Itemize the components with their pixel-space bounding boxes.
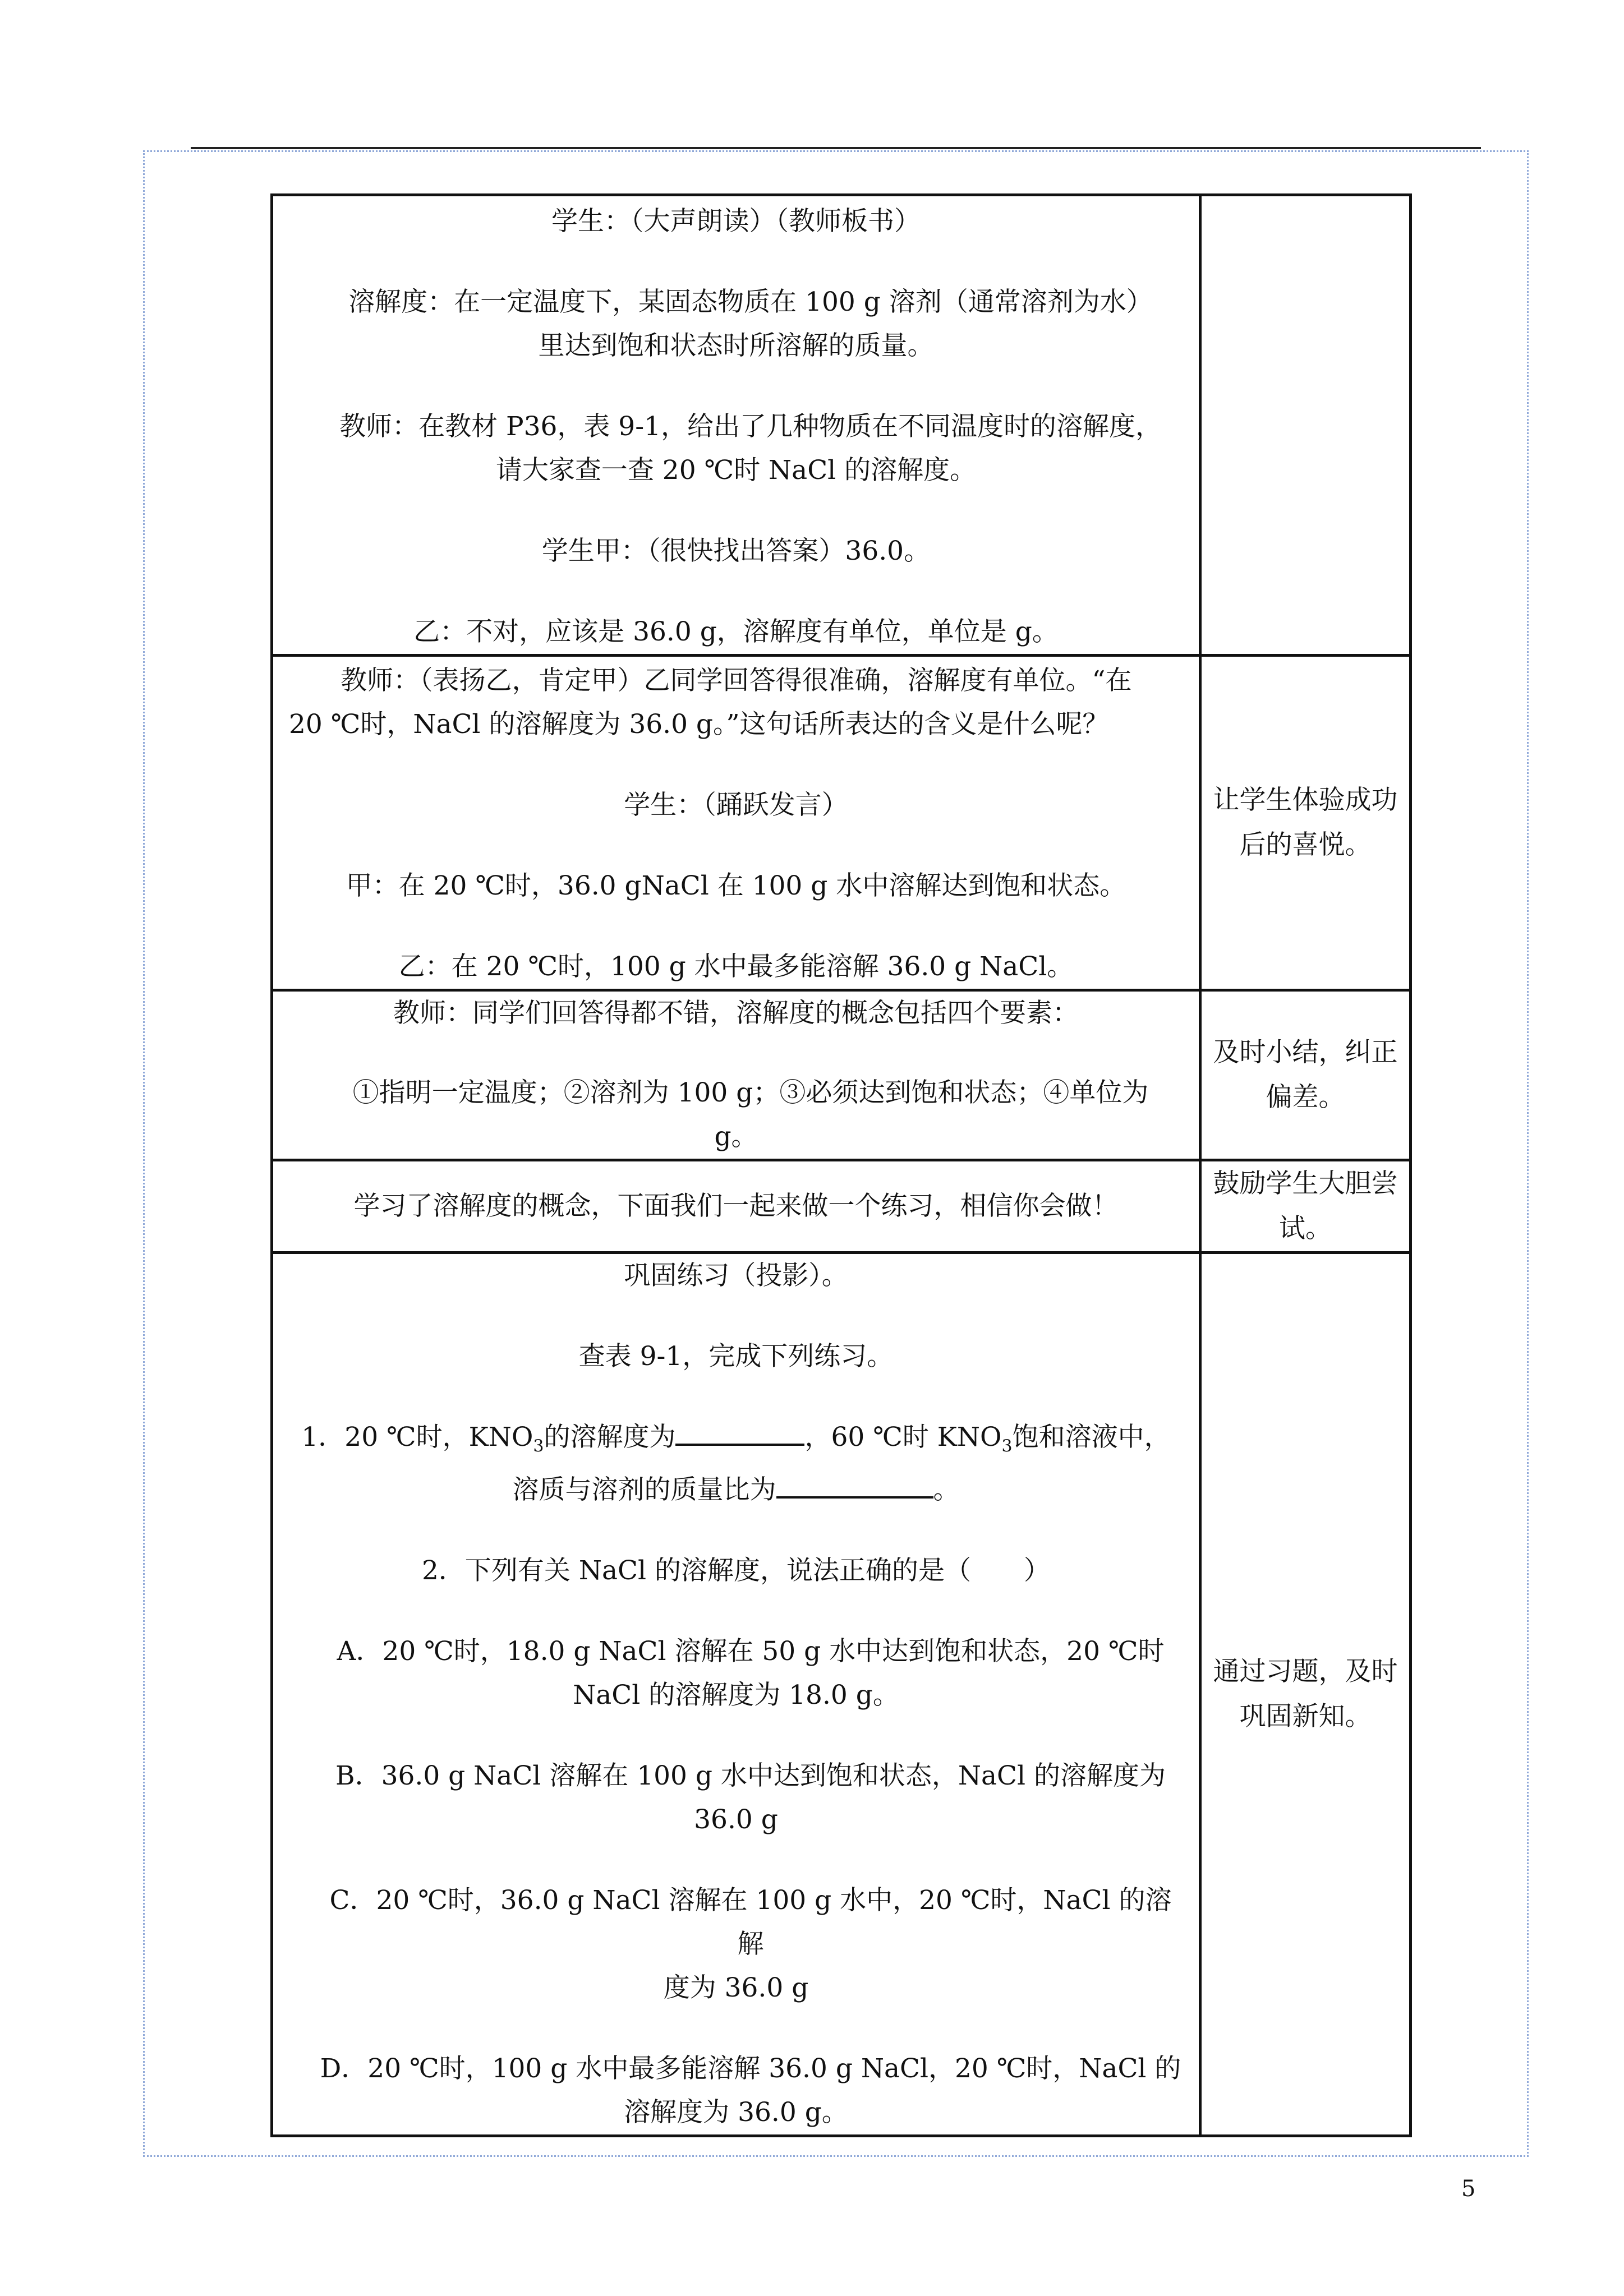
text-line: D．20 ℃时，100 g 水中最多能溶解 36.0 g NaCl，20 ℃时，NaCl 的 [320, 2053, 1181, 2085]
content-cell [272, 1253, 1200, 2136]
text-line: 里达到饱和状态时所溶解的质量。 [538, 330, 934, 361]
text-line: ①指明一定温度；②溶剂为 100 g；③必须达到饱和状态；④单位为 [352, 1077, 1149, 1108]
note-line: 及时小结，纠正 [1213, 1037, 1398, 1068]
note-line: 试。 [1279, 1213, 1332, 1244]
note-line: 偏差。 [1266, 1082, 1345, 1113]
text-line: 36.0 g [694, 1804, 778, 1836]
text-line: 学习了溶解度的概念，下面我们一起来做一个练习，相信你会做！ [353, 1191, 1119, 1221]
text-fragment: 1．20 ℃时，KNO [301, 1422, 533, 1453]
answer-blank[interactable] [675, 1416, 804, 1446]
note-cell [1200, 1253, 1411, 2136]
text-line: 教师：（表扬乙，肯定甲）乙同学回答得很准确，溶解度有单位。“在 [341, 665, 1132, 696]
text-fragment: 溶质与溶剂的质量比为 [512, 1474, 776, 1506]
note-cell [1200, 990, 1411, 1160]
text-line: 溶解度为 36.0 g。 [624, 2097, 848, 2128]
text-line: g。 [714, 1121, 758, 1152]
exercise-1-line [273, 1416, 1199, 1468]
note-line: 通过习题，及时 [1213, 1656, 1398, 1688]
text-fragment: ，60 ℃时 KNO [804, 1422, 1002, 1453]
text-fragment: 。 [933, 1474, 960, 1506]
text-line: 甲：在 20 ℃时，36.0 gNaCl 在 100 g 水中溶解达到饱和状态。 [346, 870, 1126, 901]
table-row [272, 656, 1411, 990]
content-cell [272, 990, 1200, 1160]
table-row [272, 990, 1411, 1160]
content-cell [272, 1160, 1200, 1253]
text-line: NaCl 的溶解度为 18.0 g。 [573, 1680, 899, 1711]
note-line: 后的喜悦。 [1239, 829, 1372, 860]
text-line: 请大家查一查 20 ℃时 NaCl 的溶解度。 [495, 455, 977, 486]
text-fragment: 饱和溶液中， [1012, 1422, 1171, 1453]
content-cell [272, 656, 1200, 990]
lesson-plan-table [270, 193, 1412, 2137]
note-line: 巩固新知。 [1239, 1701, 1372, 1732]
text-line: 乙：不对，应该是 36.0 g，溶解度有单位，单位是 g。 [413, 616, 1059, 647]
note-cell [1200, 656, 1411, 990]
text-fragment: 的溶解度为 [544, 1422, 676, 1453]
exercise-1-line-2 [273, 1468, 1199, 1512]
table-row [272, 1253, 1411, 2136]
text-line: 巩固练习（投影）。 [624, 1260, 848, 1291]
table-row [272, 195, 1411, 656]
subscript: 3 [533, 1436, 544, 1456]
text-line: A．20 ℃时，18.0 g NaCl 溶解在 50 g 水中达到饱和状态，20 ℃时 [337, 1636, 1165, 1667]
note-cell [1200, 1160, 1411, 1253]
text-line: 查表 9-1，完成下列练习。 [578, 1341, 894, 1372]
text-line: B．36.0 g NaCl 溶解在 100 g 水中达到饱和状态，NaCl 的溶解度为 [335, 1760, 1166, 1792]
text-line: 溶解度：在一定温度下，某固态物质在 100 g 溶剂（通常溶剂为水） [348, 287, 1153, 317]
subscript: 3 [1001, 1436, 1013, 1456]
note-line: 让学生体验成功 [1213, 785, 1398, 815]
answer-blank[interactable] [776, 1468, 933, 1499]
header-rule [191, 147, 1481, 149]
text-line: 教师：在教材 P36，表 9-1，给出了几种物质在不同温度时的溶解度， [339, 411, 1162, 442]
text-line: 学生：（大声朗读）（教师板书） [551, 206, 921, 237]
table-row [272, 1160, 1411, 1253]
text-line: 20 ℃时，NaCl 的溶解度为 36.0 g。”这句话所表达的含义是什么呢？ [289, 709, 1109, 740]
text-line: 度为 36.0 g [663, 1972, 809, 2004]
page-number: 5 [1461, 2176, 1476, 2202]
content-cell [272, 195, 1200, 656]
text-line: 学生甲：（很快找出答案）36.0。 [541, 536, 931, 566]
text-line: 乙：在 20 ℃时，100 g 水中最多能溶解 36.0 g NaCl。 [398, 951, 1074, 982]
text-line: 教师：同学们回答得都不错，溶解度的概念包括四个要素： [393, 998, 1079, 1029]
note-line: 鼓励学生大胆尝 [1213, 1168, 1398, 1199]
text-line: C．20 ℃时，36.0 g NaCl 溶解在 100 g 水中，20 ℃时，NaCl 的溶解 [329, 1885, 1172, 1960]
text-line: 2．下列有关 NaCl 的溶解度，说法正确的是（ ） [422, 1555, 1050, 1587]
text-line: 学生：（踊跃发言） [624, 790, 848, 820]
note-cell [1200, 195, 1411, 656]
